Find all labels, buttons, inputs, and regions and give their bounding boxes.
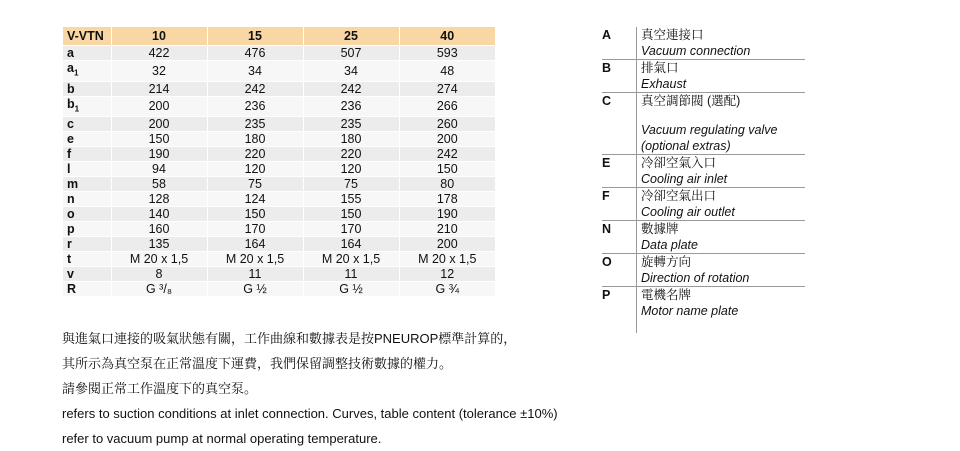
table-cell: 235 xyxy=(303,117,399,132)
row-key xyxy=(63,96,111,117)
table-cell: 242 xyxy=(399,147,495,162)
row-key xyxy=(63,207,111,222)
table-cell: 11 xyxy=(303,267,399,282)
row-key-letter: t xyxy=(67,252,72,266)
legend-letter: N xyxy=(602,222,612,236)
legend-text xyxy=(641,155,805,187)
table-cell: 190 xyxy=(111,147,207,162)
row-key xyxy=(63,177,111,192)
legend-text xyxy=(641,188,805,220)
legend-english-label-extra: (optional extras) xyxy=(641,139,731,153)
table-row xyxy=(63,147,495,162)
row-key-subscript: 1 xyxy=(73,68,79,78)
table-cell: 242 xyxy=(303,81,399,96)
table-cell: 120 xyxy=(303,162,399,177)
table-cell: 12 xyxy=(399,267,495,282)
header-size-40: 40 xyxy=(399,27,495,46)
legend-letter: B xyxy=(602,61,612,75)
header-size-15: 15 xyxy=(207,27,303,46)
note-line: refers to suction conditions at inlet connection. Curves, table content (tolerance ±10%) xyxy=(62,406,558,421)
legend-item xyxy=(602,221,805,254)
legend-item xyxy=(602,27,805,60)
table-cell: 11 xyxy=(207,267,303,282)
legend-chinese-label: 冷卻空氣入口 xyxy=(641,156,717,170)
legend-chinese-label: 旋轉方向 xyxy=(641,255,692,269)
legend-chinese-label: 排氣口 xyxy=(641,61,679,75)
table-cell: 200 xyxy=(399,237,495,252)
table-row xyxy=(63,207,495,222)
table-cell: 150 xyxy=(111,132,207,147)
table-cell: 476 xyxy=(207,46,303,61)
table-row xyxy=(63,46,495,61)
table-cell: 150 xyxy=(207,207,303,222)
table-cell: 266 xyxy=(399,96,495,117)
legend-item xyxy=(602,287,805,319)
legend-text xyxy=(641,93,805,154)
note-line: refer to vacuum pump at normal operating temperature. xyxy=(62,431,382,446)
table-cell: 507 xyxy=(303,46,399,61)
table-cell: 8 xyxy=(111,267,207,282)
legend-english-label: Vacuum connection xyxy=(641,44,751,58)
notes xyxy=(62,326,558,451)
legend-item xyxy=(602,93,805,155)
table-cell: 422 xyxy=(111,46,207,61)
row-key xyxy=(63,252,111,267)
table-cell: 34 xyxy=(207,61,303,82)
table-row xyxy=(63,162,495,177)
table-row xyxy=(63,237,495,252)
table-cell: M 20 x 1,5 xyxy=(111,252,207,267)
table-cell: 124 xyxy=(207,192,303,207)
row-key-letter: n xyxy=(67,192,75,206)
legend-english-label: Vacuum regulating valve xyxy=(641,123,778,137)
table-body xyxy=(63,46,495,297)
legend-chinese-label: 冷卻空氣出口 xyxy=(641,189,717,203)
legend-letter: O xyxy=(602,255,612,269)
table-cell: 75 xyxy=(207,177,303,192)
table-cell: 80 xyxy=(399,177,495,192)
row-key xyxy=(63,132,111,147)
table-cell: 242 xyxy=(207,81,303,96)
dimension-table xyxy=(63,27,495,297)
row-key-subscript: 1 xyxy=(74,104,80,113)
table-row xyxy=(63,117,495,132)
note-line: 請參閱正常工作溫度下的真空泵。 xyxy=(62,381,258,396)
table-cell: G ½ xyxy=(303,282,399,297)
table-cell: 48 xyxy=(399,61,495,82)
header-size-25: 25 xyxy=(303,27,399,46)
table-cell: 236 xyxy=(207,96,303,117)
row-key-letter: b xyxy=(67,96,75,111)
table-cell: 120 xyxy=(207,162,303,177)
table-cell: 150 xyxy=(399,162,495,177)
row-key xyxy=(63,46,111,61)
row-key xyxy=(63,162,111,177)
table-header-row xyxy=(63,27,495,46)
row-key-letter: a xyxy=(67,46,74,60)
legend-text xyxy=(641,27,805,59)
table-row xyxy=(63,222,495,237)
table-row xyxy=(63,252,495,267)
table-cell: 160 xyxy=(111,222,207,237)
row-key-letter: a xyxy=(67,61,74,75)
legend-text xyxy=(641,287,805,319)
note-line: 其所示為真空泵在正常溫度下運費，我們保留調整技術數據的權力。 xyxy=(62,356,453,371)
table-cell: 180 xyxy=(207,132,303,147)
table-cell: 164 xyxy=(303,237,399,252)
table-cell: 214 xyxy=(111,81,207,96)
row-key-letter: c xyxy=(67,117,74,131)
row-key xyxy=(63,117,111,132)
legend-item xyxy=(602,155,805,188)
table-cell: G ¾ xyxy=(399,282,495,297)
note-line: 與進氣口連接的吸氣狀態有關，工作曲線和數據表是按PNEUROP標準計算的， xyxy=(62,331,517,346)
table-cell: 170 xyxy=(207,222,303,237)
table-cell: 94 xyxy=(111,162,207,177)
table-cell: 170 xyxy=(303,222,399,237)
legend-chinese-label: 數據牌 xyxy=(641,222,679,236)
header-model: V-VTN xyxy=(63,27,111,46)
row-key-letter: l xyxy=(67,162,71,176)
legend xyxy=(602,27,805,319)
row-key-letter: e xyxy=(67,132,74,146)
table-cell: M 20 x 1,5 xyxy=(399,252,495,267)
table-cell: 58 xyxy=(111,177,207,192)
table-row xyxy=(63,132,495,147)
legend-spacer xyxy=(641,109,805,122)
row-key xyxy=(63,147,111,162)
row-key-letter: o xyxy=(67,207,75,221)
legend-text xyxy=(641,254,805,286)
table-cell: 128 xyxy=(111,192,207,207)
legend-letter: C xyxy=(602,94,612,108)
legend-text xyxy=(641,60,805,92)
table-cell: 155 xyxy=(303,192,399,207)
legend-letter: E xyxy=(602,156,611,170)
table-cell: 593 xyxy=(399,46,495,61)
legend-english-label: Motor name plate xyxy=(641,304,739,318)
legend-english-label: Data plate xyxy=(641,238,698,252)
table-cell: M 20 x 1,5 xyxy=(303,252,399,267)
legend-letter: F xyxy=(602,189,610,203)
legend-english-label: Cooling air inlet xyxy=(641,172,728,186)
row-key-letter: m xyxy=(67,177,79,191)
table-cell: 180 xyxy=(303,132,399,147)
row-key xyxy=(63,61,111,82)
row-key-letter: b xyxy=(67,81,75,96)
table-cell: 200 xyxy=(399,132,495,147)
row-key-letter: r xyxy=(67,237,72,251)
row-key xyxy=(63,222,111,237)
legend-english-label: Exhaust xyxy=(641,77,687,91)
row-key xyxy=(63,192,111,207)
row-key xyxy=(63,267,111,282)
row-key-letter: v xyxy=(67,267,74,281)
legend-item xyxy=(602,60,805,93)
row-key xyxy=(63,282,111,297)
table-cell: 164 xyxy=(207,237,303,252)
table-cell: G ³/₈ xyxy=(111,282,207,297)
legend-chinese-label: 電機名牌 xyxy=(641,288,692,302)
table-cell: 220 xyxy=(207,147,303,162)
row-key xyxy=(63,237,111,252)
legend-chinese-label: 真空連接口 xyxy=(641,28,704,42)
table-row xyxy=(63,96,495,117)
table-cell: 235 xyxy=(207,117,303,132)
table-cell: 178 xyxy=(399,192,495,207)
table-cell: 260 xyxy=(399,117,495,132)
table-row xyxy=(63,282,495,297)
table-cell: 34 xyxy=(303,61,399,82)
legend-chinese-label: 真空調節閥 (選配) xyxy=(641,94,741,108)
table-cell: 210 xyxy=(399,222,495,237)
table-cell: 140 xyxy=(111,207,207,222)
table-cell: 190 xyxy=(399,207,495,222)
table-cell: 236 xyxy=(303,96,399,117)
row-key-letter: R xyxy=(67,282,77,296)
table-cell: 135 xyxy=(111,237,207,252)
table-cell: 200 xyxy=(111,117,207,132)
row-key xyxy=(63,81,111,96)
table-row xyxy=(63,61,495,82)
table-cell: 150 xyxy=(303,207,399,222)
legend-letter: P xyxy=(602,288,611,302)
table-cell: 220 xyxy=(303,147,399,162)
table-row xyxy=(63,177,495,192)
legend-english-label: Cooling air outlet xyxy=(641,205,735,219)
table-cell: 32 xyxy=(111,61,207,82)
legend-item xyxy=(602,188,805,221)
header-size-10: 10 xyxy=(111,27,207,46)
table-cell: 75 xyxy=(303,177,399,192)
legend-text xyxy=(641,221,805,253)
legend-english-label: Direction of rotation xyxy=(641,271,750,285)
table-cell: G ½ xyxy=(207,282,303,297)
row-key-letter: p xyxy=(67,222,75,236)
table-cell: 274 xyxy=(399,81,495,96)
legend-item xyxy=(602,254,805,287)
table-cell: M 20 x 1,5 xyxy=(207,252,303,267)
table-row xyxy=(63,81,495,96)
table-cell: 200 xyxy=(111,96,207,117)
table-row xyxy=(63,192,495,207)
legend-letter: A xyxy=(602,28,612,42)
row-key-letter: f xyxy=(67,147,72,161)
table-row xyxy=(63,267,495,282)
